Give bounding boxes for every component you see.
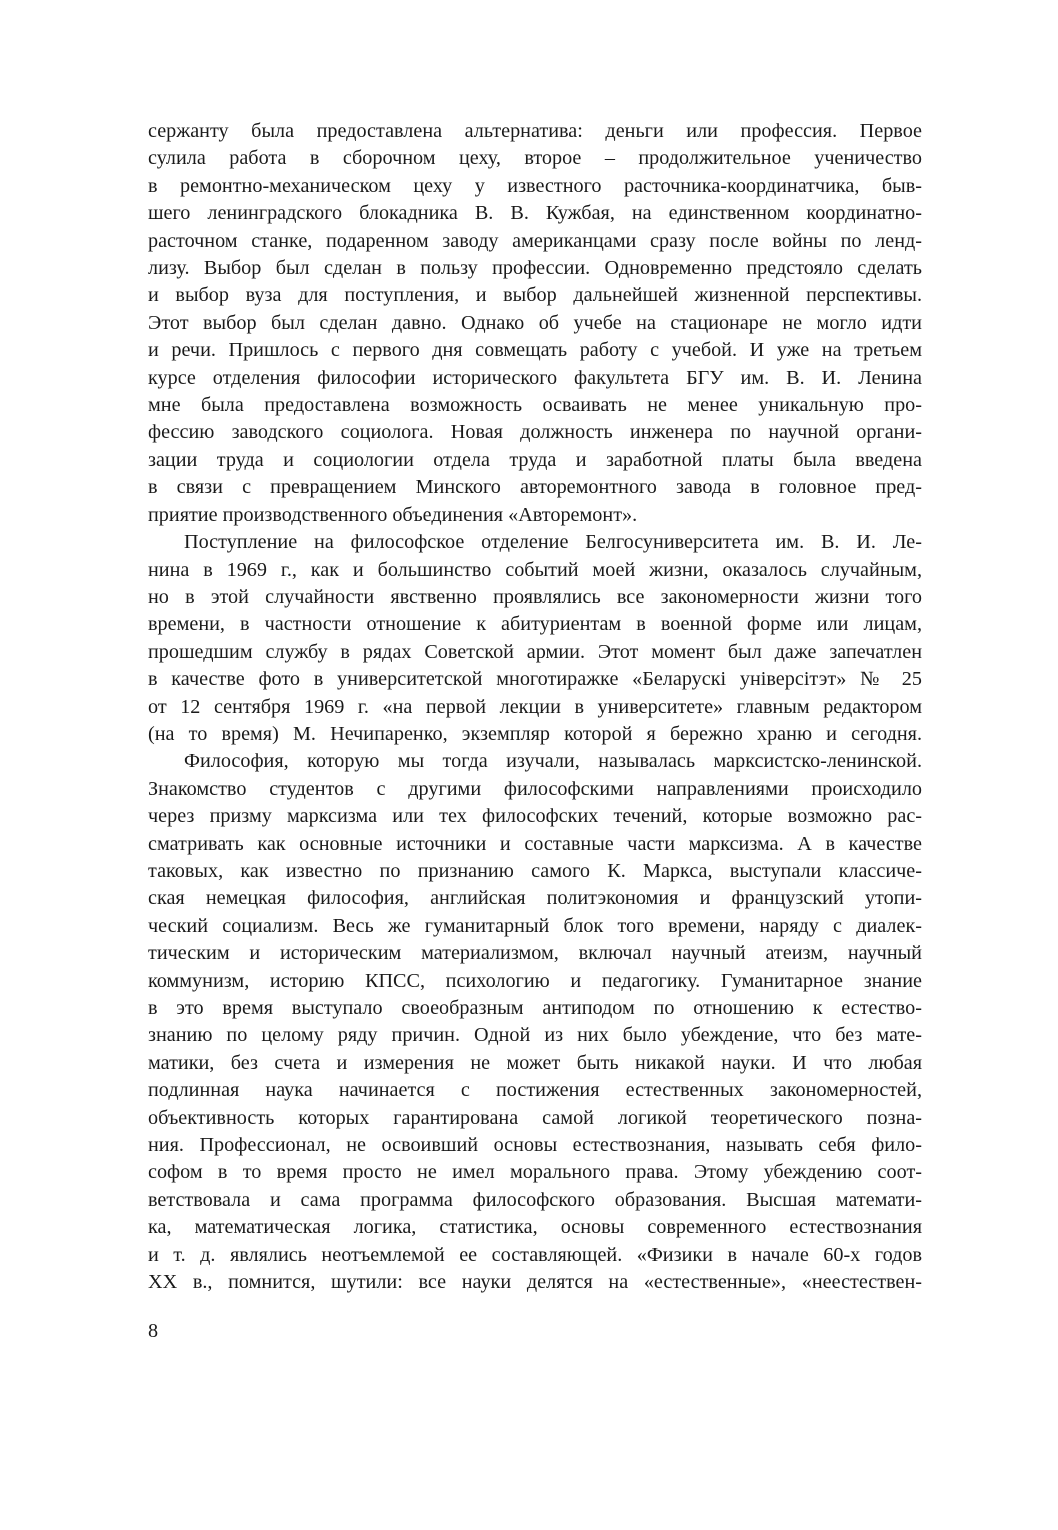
- text-line: шего ленинградского блокадника В. В. Кужбая, на единственном координатно-: [148, 202, 922, 225]
- text-line: Философия, которую мы тогда изучали, называлась марксистско-ленинской.: [184, 750, 922, 773]
- text-line: но в этой случайности явственно проявлялись все закономерности жизни того: [148, 585, 922, 608]
- text-line: лизу. Выбор был сделан в пользу профессии. Одновременно предстояло сделать: [148, 257, 922, 280]
- text-line: сматривать как основные источники и составные части марксизма. А в качестве: [148, 832, 922, 855]
- page-body: [148, 118, 922, 1296]
- text-line: (на то время) М. Нечипаренко, экземпляр которой я бережно храню и сегодня.: [148, 722, 922, 745]
- text-line: ка, математическая логика, статистика, основы современного естествознания: [148, 1216, 922, 1239]
- text-line: коммунизм, историю КПСС, психологию и педагогику. Гуманитарное знание: [148, 969, 922, 992]
- text-line: зации труда и социологии отдела труда и заработной платы была введена: [148, 448, 922, 471]
- text-line: в качестве фото в университетской многотиражке «Беларускі універсітэт» № 25: [148, 668, 922, 691]
- text-line: сержанту была предоставлена альтернатива: деньги или профессия. Первое: [148, 120, 922, 142]
- text-line: таковых, как известно по признанию самого К. Маркса, выступали классиче-: [148, 859, 922, 882]
- paragraph: [148, 118, 922, 529]
- text-line: Поступление на философское отделение Белгосуниверситета им. В. И. Ле-: [184, 531, 922, 554]
- text-line: через призму марксизма или тех философских течений, которые возможно рас-: [148, 805, 922, 828]
- text-line: объективность которых гарантирована самой логикой теоретического позна-: [148, 1106, 922, 1129]
- text-line: от 12 сентября 1969 г. «на первой лекции в университете» главным редактором: [148, 695, 922, 718]
- text-line: софом в то время просто не имел морального права. Этому убеждению соот-: [148, 1161, 922, 1184]
- text-line: Знакомство студентов с другими философскими направлениями происходило: [148, 777, 922, 800]
- text-line: фессию заводского социолога. Новая должность инженера по научной органи-: [148, 421, 922, 444]
- page-number: 8: [148, 1320, 159, 1342]
- text-line: в ремонтно-механическом цеху у известного расточника-координатчика, быв-: [148, 174, 922, 197]
- text-line: расточном станке, подаренном заводу американцами сразу после войны по ленд-: [148, 229, 922, 252]
- text-line: ния. Профессионал, не освоивший основы естествознания, называть себя фило-: [148, 1134, 922, 1157]
- text-line: ветствовала и сама программа философского образования. Высшая математи-: [148, 1188, 922, 1211]
- text-line: времени, в частности отношение к абитуриентам в военной форме или лицам,: [148, 613, 922, 636]
- paragraph: [148, 529, 922, 748]
- text-line: ческий социализм. Весь же гуманитарный блок того времени, наряду с диалек-: [148, 914, 922, 937]
- text-line: в связи с превращением Минского авторемонтного завода в головное пред-: [148, 476, 922, 499]
- text-line: тическим и историческим материализмом, включал научный атеизм, научный: [148, 942, 922, 965]
- text-line: в это время выступало своеобразным антиподом по отношению к естество-: [148, 997, 922, 1019]
- text-line: Этот выбор был сделан давно. Однако об учебе на стационаре не могло идти: [148, 311, 922, 334]
- text-line: курсе отделения философии исторического факультета БГУ им. В. И. Ленина: [148, 366, 922, 389]
- text-line: ская немецкая философия, английская политэкономия и французский утопи-: [148, 887, 922, 910]
- text-line: прошедшим службу в рядах Советской армии. Этот момент был даже запечатлен: [148, 640, 922, 663]
- text-line: мне была предоставлена возможность осваивать не менее уникальную про-: [148, 394, 922, 417]
- text-line: и т. д. являлись неотъемлемой ее составляющей. «Физики в начале 60-х годов: [148, 1243, 922, 1266]
- paragraph: [148, 748, 922, 1296]
- text-line: знанию по целому ряду причин. Одной из них было убеждение, что без мате-: [148, 1024, 922, 1047]
- text-line: матики, без счета и измерения не может быть никакой науки. И что любая: [148, 1051, 922, 1074]
- text-line: и выбор вуза для поступления, и выбор дальнейшей жизненной перспективы.: [148, 284, 922, 307]
- text-line: и речи. Пришлось с первого дня совмещать работу с учебой. И уже на третьем: [148, 339, 922, 362]
- text-line: подлинная наука начинается с постижения естественных закономерностей,: [148, 1079, 922, 1102]
- text-line: сулила работа в сборочном цеху, второе – продолжительное ученичество: [148, 147, 922, 170]
- text-line: приятие производственного объединения «Авторемонт».: [148, 503, 638, 526]
- text-line: нина в 1969 г., как и большинство событий моей жизни, оказалось случайным,: [148, 558, 922, 581]
- text-line: XX в., помнится, шутили: все науки делятся на «естественные», «неестествен-: [148, 1271, 922, 1294]
